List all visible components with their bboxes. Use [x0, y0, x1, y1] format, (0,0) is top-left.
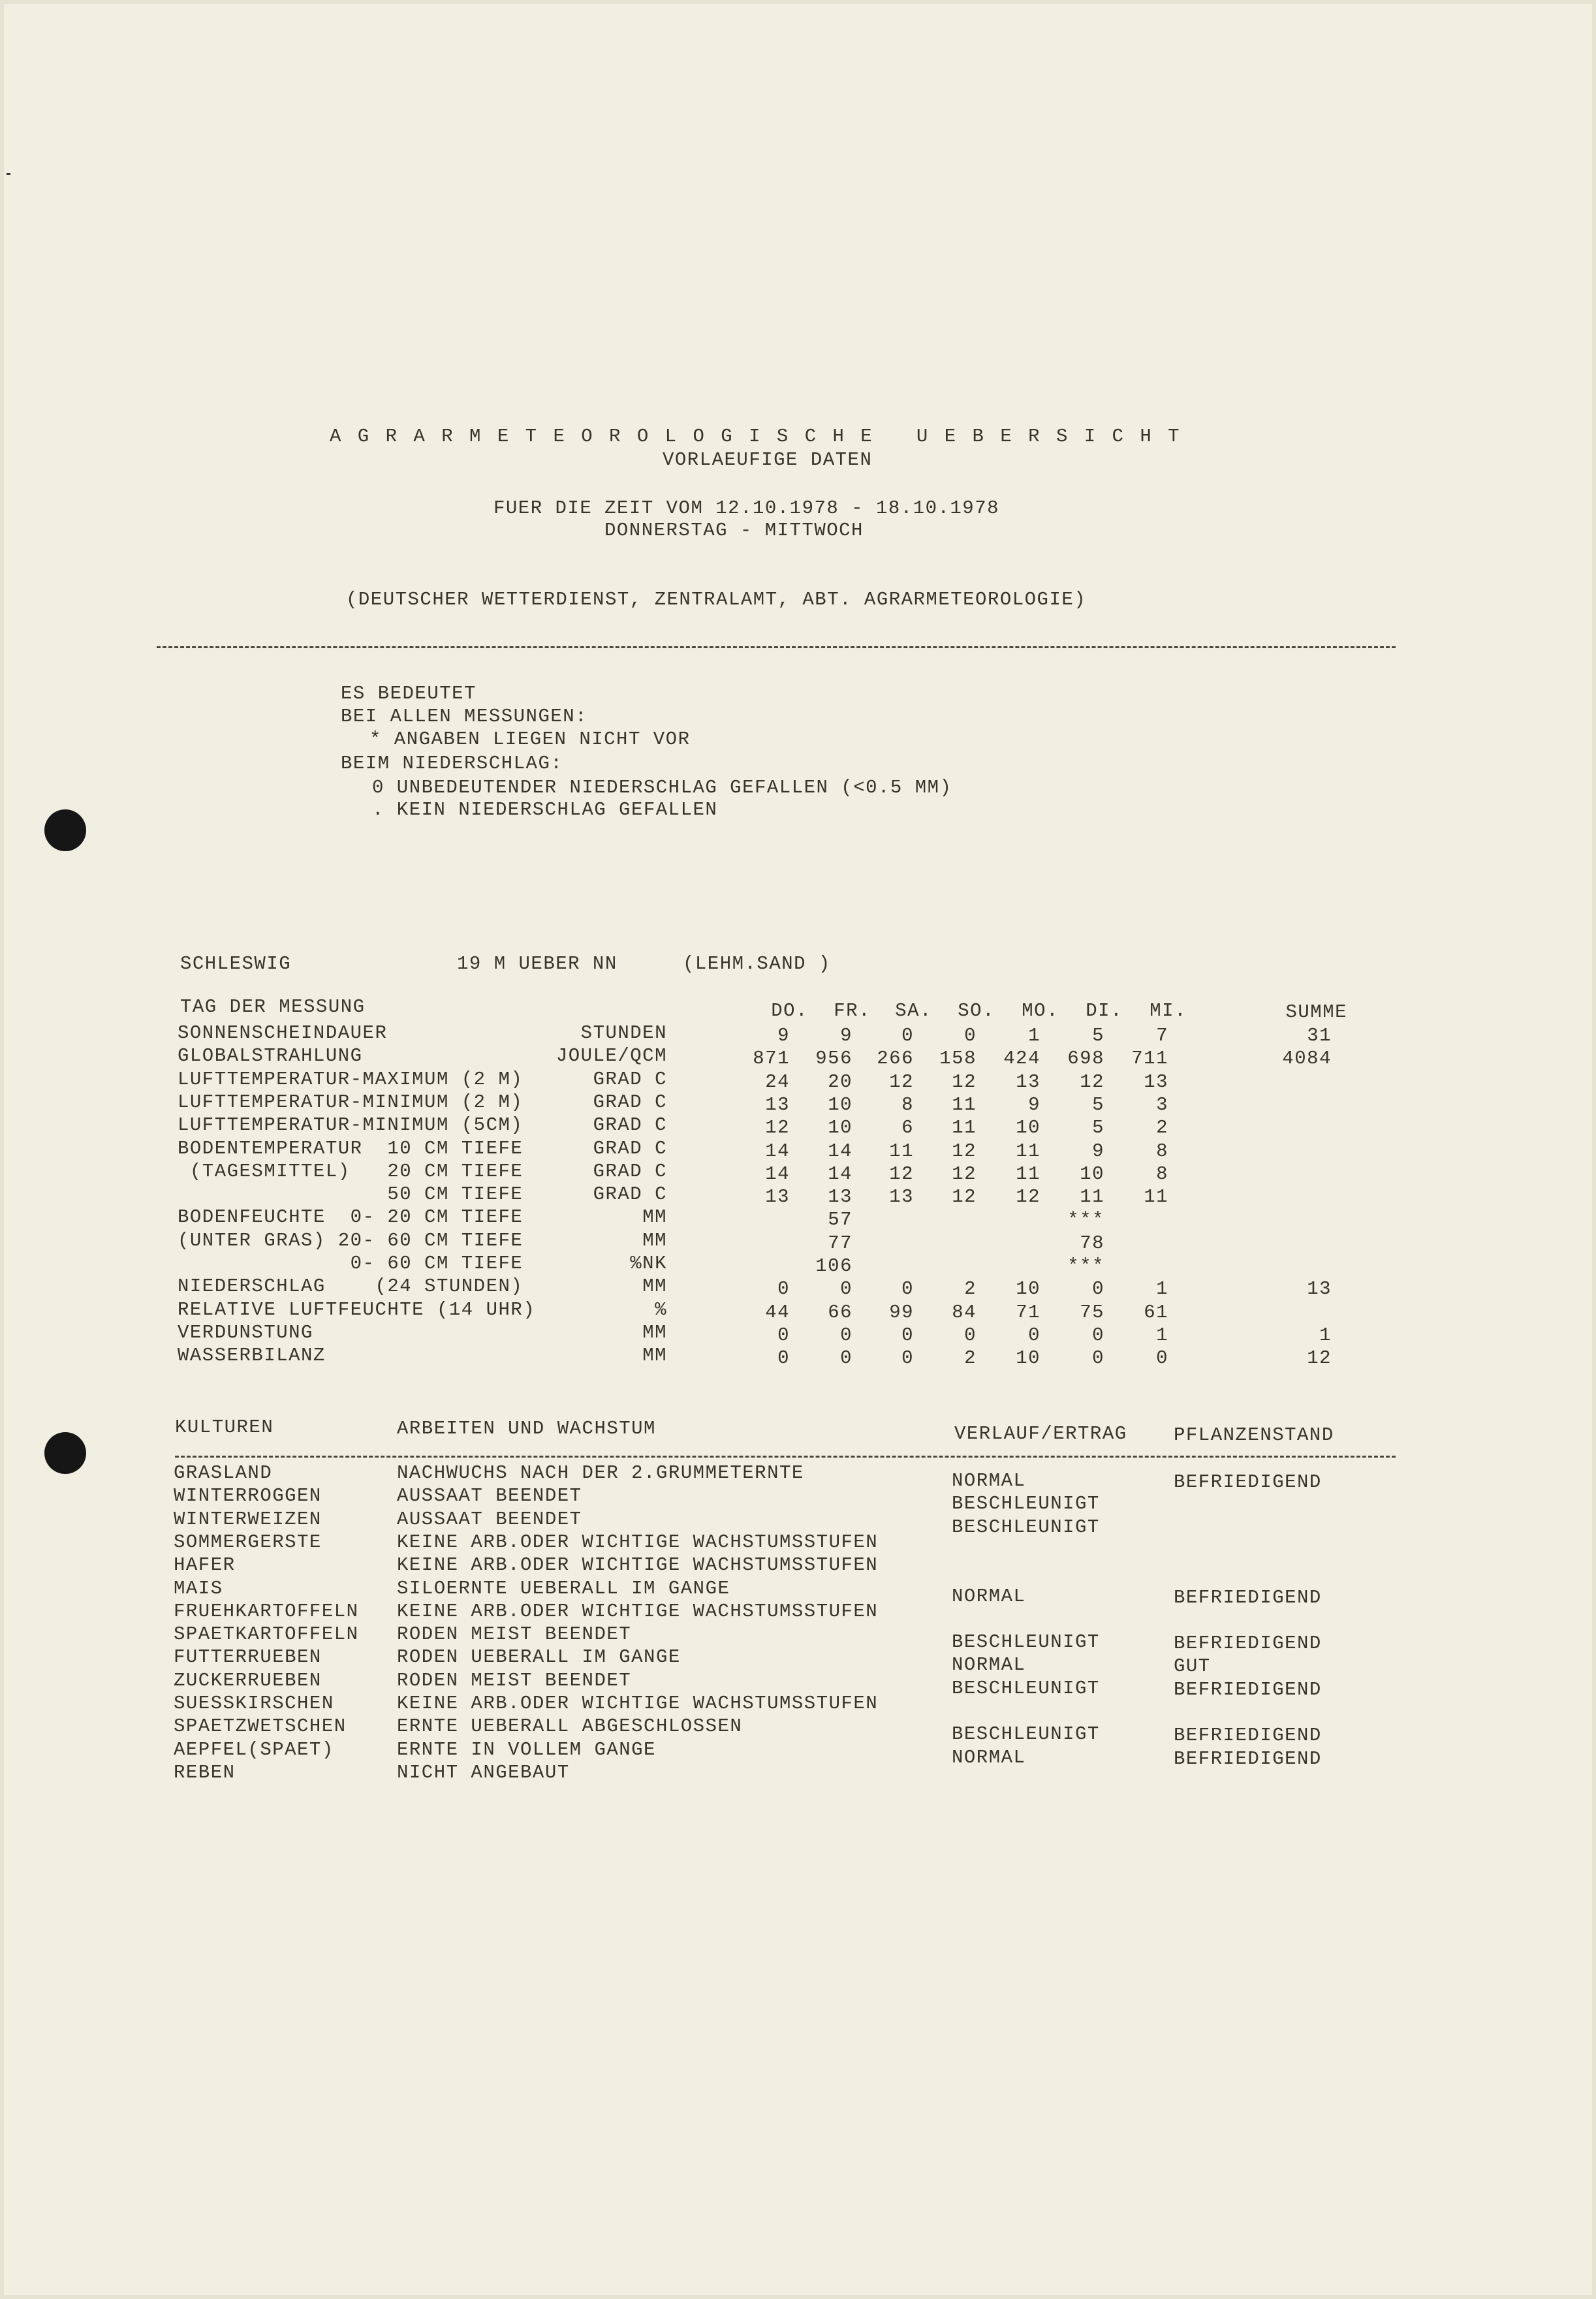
measurement-label: LUFTTEMPERATUR-MINIMUM (5CM) [178, 1114, 524, 1136]
measurement-sum: 12 [1307, 1347, 1332, 1369]
measurement-unit: GRAD C [593, 1114, 667, 1136]
measurement-value: 1 [1028, 1025, 1041, 1046]
report-days: DONNERSTAG - MITTWOCH [604, 520, 864, 541]
measurement-value: 2 [1156, 1117, 1168, 1138]
crop-work: RODEN MEIST BEENDET [397, 1670, 632, 1691]
measurement-label: GLOBALSTRAHLUNG [178, 1045, 363, 1067]
crop-state: BEFRIEDIGEND [1174, 1725, 1322, 1746]
crop-work: NACHWUCHS NACH DER 2.GRUMMETERNTE [397, 1462, 804, 1484]
measurement-value: 3 [1156, 1094, 1168, 1116]
day-header: SO. [958, 1000, 995, 1022]
crop-work: KEINE ARB.ODER WICHTIGE WACHSTUMSSTUFEN [397, 1554, 879, 1576]
station-soil: (LEHM.SAND ) [683, 953, 831, 975]
course-header: VERLAUF/ERTRAG [954, 1423, 1127, 1445]
measurement-value: 99 [889, 1302, 914, 1323]
measurement-label: LUFTTEMPERATUR-MINIMUM (2 M) [178, 1091, 524, 1113]
measurement-value: 13 [765, 1094, 790, 1116]
measurement-value: 0 [901, 1324, 914, 1346]
measurement-value: 0 [840, 1278, 853, 1300]
crop-name: ZUCKERRUEBEN [174, 1670, 322, 1691]
measurement-label: BODENTEMPERATUR 10 CM TIEFE [178, 1138, 524, 1159]
measurement-label: 0- 60 CM TIEFE [178, 1253, 524, 1274]
crop-name: SUESSKIRSCHEN [174, 1693, 334, 1714]
crop-course: BESCHLEUNIGT [952, 1516, 1100, 1538]
station-elevation: 19 M UEBER NN [457, 953, 618, 975]
measurement-label: (UNTER GRAS) 20- 60 CM TIEFE [178, 1230, 524, 1251]
crop-name: GRASLAND [174, 1462, 273, 1484]
divider [175, 1456, 1396, 1458]
crop-header: KULTUREN [175, 1416, 274, 1438]
legend-heading: ES BEDEUTET [341, 683, 477, 704]
measurement-value: 75 [1080, 1302, 1104, 1323]
measurement-value: 10 [1016, 1278, 1041, 1300]
legend-zero: 0 UNBEDEUTENDER NIEDERSCHLAG GEFALLEN (<0.5 MM) [372, 777, 952, 798]
crop-work: AUSSAAT BEENDET [397, 1485, 582, 1507]
punch-hole [44, 1432, 86, 1474]
measurement-value: 11 [1144, 1186, 1168, 1208]
crop-course: NORMAL [952, 1470, 1026, 1492]
measurement-value: 6 [901, 1117, 914, 1138]
measurement-value: 13 [828, 1186, 853, 1208]
crop-state: BEFRIEDIGEND [1174, 1748, 1322, 1770]
crop-work: KEINE ARB.ODER WICHTIGE WACHSTUMSSTUFEN [397, 1601, 879, 1622]
measurement-value: 71 [1016, 1302, 1041, 1323]
measurement-value: 11 [1016, 1140, 1041, 1162]
crop-state: GUT [1174, 1655, 1211, 1677]
measurement-value: 424 [1003, 1048, 1041, 1069]
measurement-value: 12 [952, 1163, 977, 1185]
measurement-value: 20 [828, 1071, 853, 1093]
measurement-value: 10 [1080, 1163, 1104, 1185]
state-header: PFLANZENSTAND [1174, 1424, 1334, 1446]
punch-hole [44, 809, 86, 851]
crop-work: RODEN UEBERALL IM GANGE [397, 1646, 681, 1668]
measurement-value: 1 [1156, 1324, 1168, 1346]
measurement-value: 8 [1156, 1163, 1168, 1185]
crop-course: NORMAL [952, 1654, 1026, 1676]
measurement-value: 0 [1092, 1278, 1104, 1300]
measurement-label: 50 CM TIEFE [178, 1183, 524, 1205]
measurement-value: 0 [964, 1324, 977, 1346]
measurement-value: 61 [1144, 1302, 1168, 1323]
day-header: FR. [834, 1000, 871, 1022]
measurement-unit: GRAD C [593, 1183, 667, 1205]
measurement-value: 10 [828, 1094, 853, 1116]
measurement-value: 44 [765, 1302, 790, 1323]
measurement-value: 0 [901, 1347, 914, 1369]
legend-all: BEI ALLEN MESSUNGEN: [341, 706, 588, 727]
measurement-value: 11 [1080, 1186, 1104, 1208]
measurement-value: 0 [1156, 1347, 1168, 1369]
measurement-unit: MM [642, 1322, 667, 1343]
measurement-value: 13 [889, 1186, 914, 1208]
crop-work: ERNTE UEBERALL ABGESCHLOSSEN [397, 1715, 743, 1737]
measurement-unit: GRAD C [593, 1091, 667, 1113]
measurement-value: 14 [765, 1163, 790, 1185]
measurement-value: 10 [828, 1117, 853, 1138]
measurement-value: 10 [1016, 1347, 1041, 1369]
measurement-value: 698 [1067, 1048, 1104, 1069]
sum-header: SUMME [1285, 1001, 1347, 1023]
measurement-value: 5 [1092, 1117, 1104, 1138]
day-header: DO. [771, 1000, 808, 1022]
measurement-value: 57 [828, 1209, 853, 1230]
measurement-value: *** [1067, 1255, 1104, 1277]
measurement-value: 106 [815, 1255, 853, 1277]
crop-course: BESCHLEUNIGT [952, 1723, 1100, 1745]
station-name: SCHLESWIG [180, 953, 292, 975]
crop-state: BEFRIEDIGEND [1174, 1633, 1322, 1654]
measurement-value: 9 [840, 1025, 853, 1046]
crop-course: BESCHLEUNIGT [952, 1678, 1100, 1699]
measurement-value: 12 [952, 1140, 977, 1162]
measurement-value: 24 [765, 1071, 790, 1093]
report-period: FUER DIE ZEIT VOM 12.10.1978 - 18.10.1978 [493, 497, 1000, 519]
measurement-value: 12 [765, 1117, 790, 1138]
crop-state: BEFRIEDIGEND [1174, 1679, 1322, 1700]
measurement-value: 956 [815, 1048, 853, 1069]
crop-name: WINTERWEIZEN [174, 1509, 322, 1530]
measurement-unit: MM [642, 1275, 667, 1297]
work-header: ARBEITEN UND WACHSTUM [397, 1418, 656, 1439]
measurement-value: 9 [1092, 1140, 1104, 1162]
measurement-value: *** [1067, 1209, 1104, 1230]
measurement-unit: GRAD C [593, 1161, 667, 1182]
measurement-value: 12 [952, 1071, 977, 1093]
measurement-value: 0 [964, 1025, 977, 1046]
crop-work: RODEN MEIST BEENDET [397, 1623, 632, 1645]
measurement-sum: 31 [1307, 1025, 1332, 1046]
margin-mark [7, 173, 10, 175]
crop-name: FUTTERRUEBEN [174, 1646, 322, 1668]
day-header: MO. [1022, 1000, 1059, 1022]
measurement-unit: GRAD C [593, 1138, 667, 1159]
measurement-label: (TAGESMITTEL) 20 CM TIEFE [178, 1161, 524, 1182]
measurement-value: 13 [1016, 1071, 1041, 1093]
measurement-value: 11 [889, 1140, 914, 1162]
measurement-value: 12 [1080, 1071, 1104, 1093]
measurement-label: BODENFEUCHTE 0- 20 CM TIEFE [178, 1206, 524, 1228]
measurement-unit: % [655, 1299, 667, 1321]
crop-course: BESCHLEUNIGT [952, 1631, 1100, 1653]
measurement-value: 66 [828, 1302, 853, 1323]
measurement-value: 0 [777, 1347, 790, 1369]
measurement-value: 11 [1016, 1163, 1041, 1185]
measurement-value: 9 [777, 1025, 790, 1046]
measurement-value: 5 [1092, 1025, 1104, 1046]
measurement-value: 0 [840, 1347, 853, 1369]
measurement-label: RELATIVE LUFTFEUCHTE (14 UHR) [178, 1299, 536, 1321]
measurement-value: 2 [964, 1347, 977, 1369]
measurement-unit: MM [642, 1230, 667, 1251]
measurement-value: 10 [1016, 1117, 1041, 1138]
measurement-unit: MM [642, 1345, 667, 1366]
measurement-value: 266 [877, 1048, 914, 1069]
measurement-value: 2 [964, 1278, 977, 1300]
day-header: DI. [1086, 1000, 1123, 1022]
measurement-value: 77 [828, 1232, 853, 1254]
report-source: (DEUTSCHER WETTERDIENST, ZENTRALAMT, ABT. AGRARMETEOROLOGIE) [346, 589, 1087, 610]
crop-name: SPAETZWETSCHEN [174, 1715, 347, 1737]
measurement-value: 1 [1156, 1278, 1168, 1300]
measurement-value: 12 [889, 1163, 914, 1185]
legend-precip: BEIM NIEDERSCHLAG: [341, 753, 563, 774]
measurement-value: 84 [952, 1302, 977, 1323]
day-header: MI. [1150, 1000, 1187, 1022]
crop-work: NICHT ANGEBAUT [397, 1762, 570, 1783]
measurement-value: 711 [1131, 1048, 1168, 1069]
crop-name: SPAETKARTOFFELN [174, 1623, 359, 1645]
crop-name: SOMMERGERSTE [174, 1531, 322, 1553]
measurement-value: 8 [901, 1094, 914, 1116]
measurement-value: 0 [901, 1025, 914, 1046]
crop-course: NORMAL [952, 1747, 1026, 1768]
measurement-value: 0 [901, 1278, 914, 1300]
measurement-unit: JOULE/QCM [555, 1045, 667, 1067]
measurement-value: 14 [828, 1163, 853, 1185]
crop-name: HAFER [174, 1554, 236, 1576]
crop-work: KEINE ARB.ODER WICHTIGE WACHSTUMSSTUFEN [397, 1531, 879, 1553]
measurement-value: 12 [1016, 1186, 1041, 1208]
crop-name: REBEN [174, 1762, 236, 1783]
measurement-value: 158 [939, 1048, 977, 1069]
measurement-label: WASSERBILANZ [178, 1345, 326, 1366]
crop-name: FRUEHKARTOFFELN [174, 1601, 359, 1622]
crop-name: MAIS [174, 1578, 223, 1599]
divider [157, 646, 1396, 648]
table-header-label: TAG DER MESSUNG [180, 996, 366, 1018]
measurement-value: 8 [1156, 1140, 1168, 1162]
measurement-unit: GRAD C [593, 1069, 667, 1090]
measurement-value: 0 [1092, 1324, 1104, 1346]
measurement-value: 0 [777, 1324, 790, 1346]
crop-work: AUSSAAT BEENDET [397, 1509, 582, 1530]
crop-course: NORMAL [952, 1586, 1026, 1607]
report-subtitle: VORLAEUFIGE DATEN [663, 449, 873, 471]
measurement-value: 9 [1028, 1094, 1041, 1116]
measurement-unit: STUNDEN [580, 1022, 667, 1044]
crop-state: BEFRIEDIGEND [1174, 1471, 1322, 1493]
report-title: A G R A R M E T E O R O L O G I S C H E U E B E R S I C H T [330, 426, 1182, 447]
measurement-value: 78 [1080, 1232, 1104, 1254]
measurement-sum: 4084 [1282, 1048, 1332, 1069]
legend-none: . KEIN NIEDERSCHLAG GEFALLEN [372, 799, 718, 821]
measurement-value: 13 [765, 1186, 790, 1208]
measurement-sum: 1 [1319, 1324, 1332, 1346]
measurement-value: 0 [777, 1278, 790, 1300]
measurement-value: 13 [1144, 1071, 1168, 1093]
measurement-value: 11 [952, 1094, 977, 1116]
crop-work: ERNTE IN VOLLEM GANGE [397, 1739, 656, 1760]
measurement-value: 12 [889, 1071, 914, 1093]
day-header: SA. [895, 1000, 932, 1022]
legend-missing: * ANGABEN LIEGEN NICHT VOR [369, 728, 691, 750]
measurement-unit: MM [642, 1206, 667, 1228]
measurement-value: 5 [1092, 1094, 1104, 1116]
measurement-value: 0 [840, 1324, 853, 1346]
crop-work: KEINE ARB.ODER WICHTIGE WACHSTUMSSTUFEN [397, 1693, 879, 1714]
measurement-label: NIEDERSCHLAG (24 STUNDEN) [178, 1275, 524, 1297]
measurement-value: 0 [1028, 1324, 1041, 1346]
measurement-label: SONNENSCHEINDAUER [178, 1022, 388, 1044]
crop-course: BESCHLEUNIGT [952, 1493, 1100, 1514]
measurement-label: VERDUNSTUNG [178, 1322, 313, 1343]
measurement-value: 14 [828, 1140, 853, 1162]
measurement-value: 12 [952, 1186, 977, 1208]
crop-name: WINTERROGGEN [174, 1485, 322, 1507]
measurement-value: 7 [1156, 1025, 1168, 1046]
measurement-unit: %NK [630, 1253, 667, 1274]
crop-state: BEFRIEDIGEND [1174, 1587, 1322, 1608]
measurement-value: 11 [952, 1117, 977, 1138]
measurement-value: 14 [765, 1140, 790, 1162]
measurement-value: 871 [753, 1048, 790, 1069]
crop-name: AEPFEL(SPAET) [174, 1739, 334, 1760]
measurement-label: LUFTTEMPERATUR-MAXIMUM (2 M) [178, 1069, 524, 1090]
crop-work: SILOERNTE UEBERALL IM GANGE [397, 1578, 730, 1599]
measurement-sum: 13 [1307, 1278, 1332, 1300]
measurement-value: 0 [1092, 1347, 1104, 1369]
